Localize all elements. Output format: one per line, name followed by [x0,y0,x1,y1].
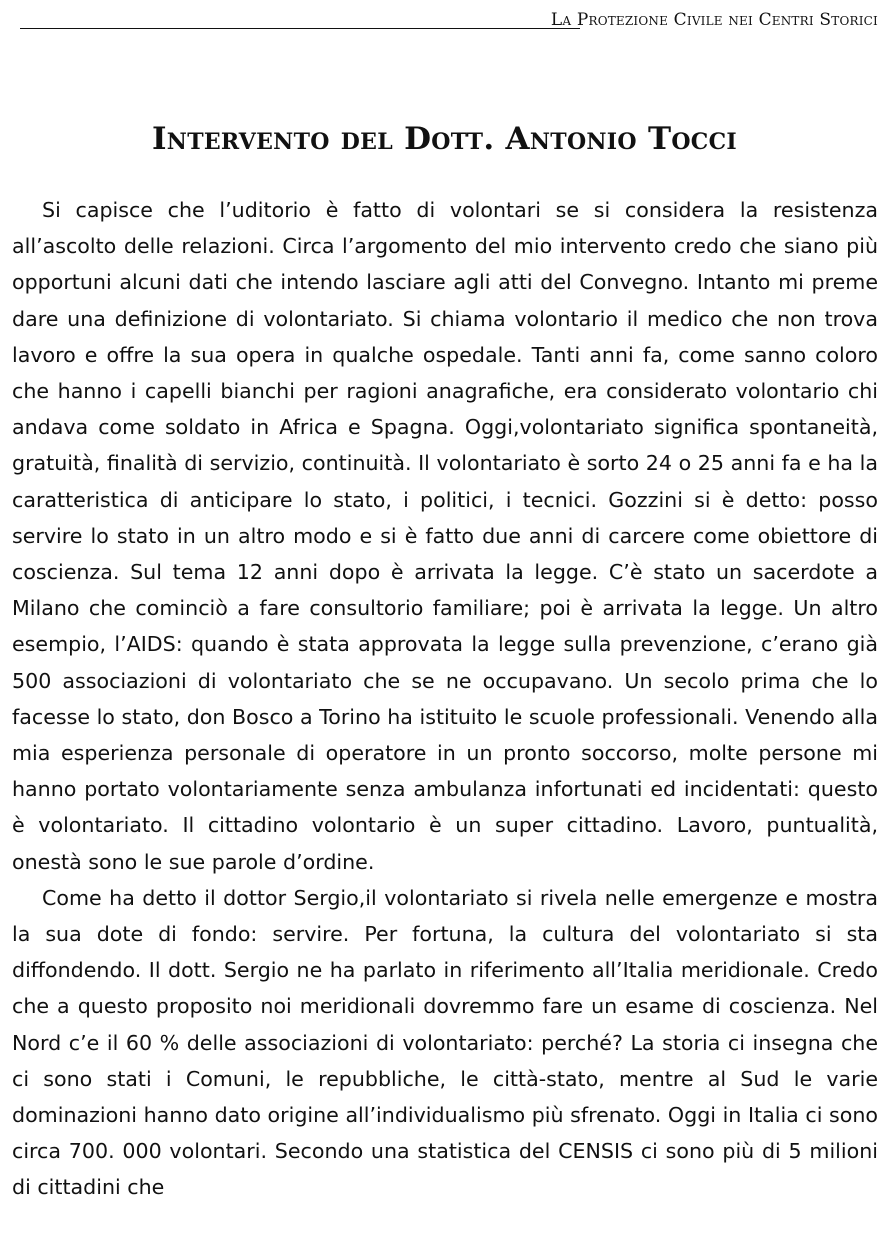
header-rule [20,28,580,29]
running-header [20,0,886,36]
paragraph-2: Come ha detto il dottor Sergio,il volontariato si rivela nelle emergenze e mostra la sua dote di fondo: servire. Per fortuna, la cultura del volontariato si sta diffondendo. Il dott. Sergio ne ha parlato in riferimento all’Italia meridionale. Credo che a questo proposito noi meridionali dovremmo fare un esame di coscienza. Nel Nord c’e il 60 % delle associazioni di volontariato: perché? La storia ci insegna che ci sono stati i Comuni, le repubbliche, le città-stato, mentre al Sud le varie dominazioni hanno dato origine all’individualismo più sfrenato. Oggi in Italia ci sono circa 700. 000 volontari. Secondo una statistica del CENSIS ci sono più di 5 milioni di cittadini che [12,885,878,1200]
paragraph-1: Si capisce che l’uditorio è fatto di volontari se si considera la resistenza all’ascolto delle relazioni. Circa l’argomento del mio intervento credo che siano più opportuni alcuni dati che intendo lasciare agli atti del Convegno. Intanto mi preme dare una definizione di volontariato. Si chiama volontario il medico che non trova lavoro e offre la sua opera in qualche ospedale. Tanti anni fa, come sanno coloro che hanno i capelli bianchi per ragioni anagrafiche, era considerato volontario chi andava come soldato in Africa e Spagna. Oggi,volontariato significa spontaneità, gratuità, finalità di servizio, continuità. Il volontariato è sorto 24 o 25 anni fa e ha la caratteristica di anticipare lo stato, i politici, i tecnici. Gozzini si è detto: posso servire lo stato in un altro modo e si è fatto due anni di carcere come obiettore di coscienza. Sul tema 12 anni dopo è arrivata la legge. C’è stato un sacerdote a Milano che cominciò a fare consultorio familiare; poi è arrivata la legge. Un altro esempio, l’AIDS: quando è stata approvata la legge sulla prevenzione, c’erano già 500 associazioni di volontariato che se ne occupavano. Un secolo prima che lo facesse lo stato, don Bosco a Torino ha istituito le scuole professionali. Venendo alla mia esperienza personale di operatore in un pronto soccorso, molte persone mi hanno portato volontariamente senza ambulanza infortunati ed incidentati: questo è volontariato. Il cittadino volontario è un super cittadino. Lavoro, puntualità, onestà sono le sue parole d’ordine. [12,198,878,874]
running-title: La Protezione Civile nei Centri Storici [550,10,878,30]
page-title: Intervento del Dott. Antonio Tocci [151,120,738,157]
body-text [12,192,878,1206]
